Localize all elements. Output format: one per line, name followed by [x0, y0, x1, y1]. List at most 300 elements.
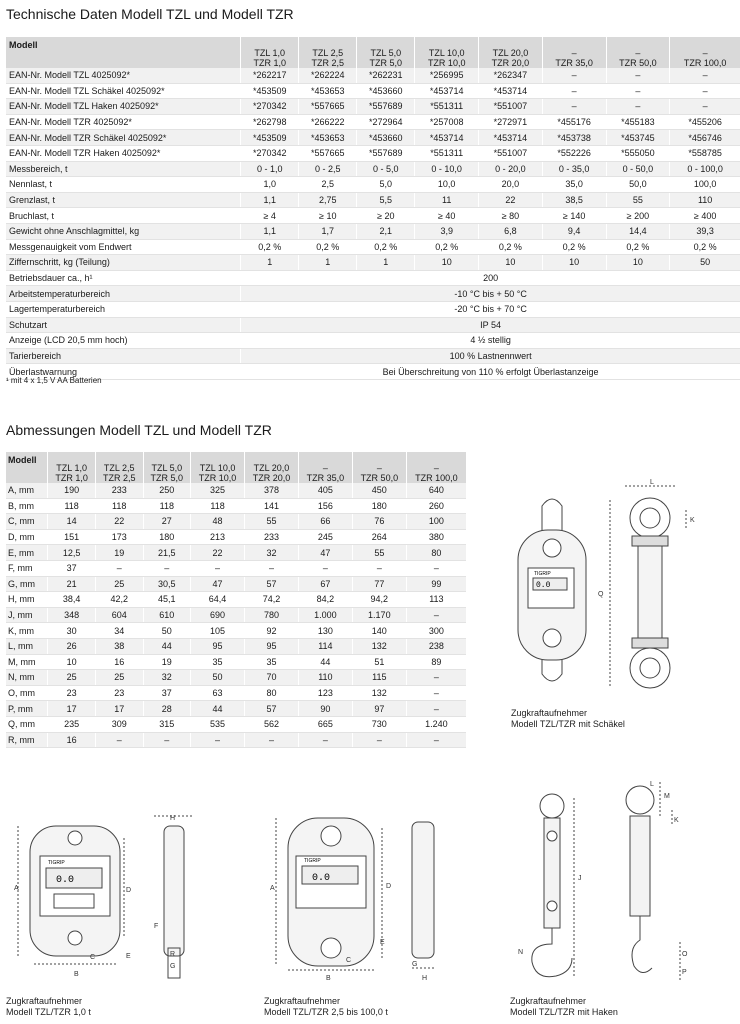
table-row	[6, 685, 466, 701]
table-cell: –	[542, 68, 606, 83]
column-header-line: –	[702, 48, 708, 58]
table-cell: 12,5	[48, 545, 96, 561]
table-cell: –	[406, 560, 466, 576]
table-row	[6, 177, 740, 193]
table-cell: –	[406, 670, 466, 686]
dim-letter-K: K	[690, 517, 695, 524]
row-label: R, mm	[6, 732, 48, 748]
table-cell: 50	[670, 255, 740, 271]
dim-letter-B: B	[326, 975, 331, 982]
column-header	[48, 452, 96, 483]
table-cell: 0 - 2,5	[299, 161, 357, 177]
column-header	[606, 37, 670, 68]
table-cell: 0,2 %	[299, 239, 357, 255]
column-header	[670, 37, 740, 68]
table-cell: 200	[241, 270, 740, 286]
table-cell: 97	[352, 701, 406, 717]
table-cell: 17	[95, 701, 143, 717]
table-cell: *557665	[299, 99, 357, 115]
table-cell: 1	[241, 255, 299, 271]
table-cell: 405	[298, 483, 352, 498]
table-cell: *453745	[606, 130, 670, 146]
table-cell: 105	[191, 623, 245, 639]
table-row	[6, 514, 466, 530]
table-cell: 380	[406, 529, 466, 545]
table-cell: 70	[245, 670, 299, 686]
table-cell: 2,1	[357, 223, 415, 239]
column-header-line: TZR 35,0	[555, 58, 593, 68]
table-cell: 89	[406, 654, 466, 670]
table-cell: 450	[352, 483, 406, 498]
table-cell: 130	[298, 623, 352, 639]
header-label: Modell	[6, 452, 48, 483]
table-cell: 141	[245, 498, 299, 514]
column-header	[542, 37, 606, 68]
table-cell: –	[245, 560, 299, 576]
table-cell: 95	[245, 638, 299, 654]
table-cell: 19	[95, 545, 143, 561]
table-cell: 118	[95, 498, 143, 514]
table-row	[6, 208, 740, 224]
table-cell: *256995	[415, 68, 479, 83]
row-label: Überlastwarnung	[6, 364, 241, 380]
table-cell: 35,0	[542, 177, 606, 193]
table-cell: 38	[95, 638, 143, 654]
table-cell: ≥ 80	[479, 208, 543, 224]
table-row	[6, 732, 466, 748]
dim-letter-L: L	[650, 479, 654, 486]
row-label: G, mm	[6, 576, 48, 592]
table-cell: 250	[143, 483, 191, 498]
row-label: Gewicht ohne Anschlagmittel, kg	[6, 223, 241, 239]
table-cell: *453653	[299, 130, 357, 146]
dim-letter-L: L	[650, 781, 654, 788]
large-model-figure	[262, 808, 462, 992]
row-label: Lagertemperaturbereich	[6, 301, 241, 317]
table-cell: 113	[406, 592, 466, 608]
table-cell: *455176	[542, 114, 606, 130]
table-cell: 77	[352, 576, 406, 592]
table-cell: 0,2 %	[542, 239, 606, 255]
table-cell: *270342	[241, 99, 299, 115]
table-cell: 32	[143, 670, 191, 686]
table-row	[6, 239, 740, 255]
table-cell: *266222	[299, 114, 357, 130]
technical-data-table	[6, 37, 740, 380]
table-cell: 99	[406, 576, 466, 592]
column-header-line: TZL 10,0	[199, 463, 236, 473]
row-label: Anzeige (LCD 20,5 mm hoch)	[6, 333, 241, 349]
table-cell: 260	[406, 498, 466, 514]
table-cell: *453714	[479, 130, 543, 146]
dim-letter-N: N	[518, 949, 524, 956]
table-cell: 22	[479, 192, 543, 208]
table-cell: *557689	[357, 99, 415, 115]
table-cell: 48	[191, 514, 245, 530]
table-cell: 22	[191, 545, 245, 561]
column-header-line: TZR 2,5	[102, 473, 136, 483]
column-header-line: TZL 20,0	[492, 48, 529, 58]
table-cell: 10	[479, 255, 543, 271]
table-cell: –	[406, 685, 466, 701]
dim-letter-H: H	[170, 815, 176, 822]
table-cell: 238	[406, 638, 466, 654]
dim-letter-R: R	[170, 951, 176, 958]
table-cell: 19	[143, 654, 191, 670]
table-cell: 325	[191, 483, 245, 498]
table-cell: *453653	[299, 83, 357, 99]
row-label: EAN-Nr. Modell TZR Schäkel 4025092*	[6, 130, 241, 146]
table-cell: 0 - 5,0	[357, 161, 415, 177]
table-cell: 74,2	[245, 592, 299, 608]
table-row	[6, 192, 740, 208]
table-cell: 562	[245, 716, 299, 732]
table-cell: 21	[48, 576, 96, 592]
table-cell: 63	[191, 685, 245, 701]
row-label: EAN-Nr. Modell TZR Haken 4025092*	[6, 145, 241, 161]
table-cell: 132	[352, 685, 406, 701]
table-row	[6, 99, 740, 115]
table-cell: –	[95, 560, 143, 576]
table-cell: 44	[191, 701, 245, 717]
table-cell: 6,8	[479, 223, 543, 239]
table-cell: *270342	[241, 145, 299, 161]
column-header	[415, 37, 479, 68]
device-display: 0.0	[312, 873, 331, 884]
row-label: N, mm	[6, 670, 48, 686]
column-header-line: TZR 2,5	[311, 58, 345, 68]
table-cell: –	[298, 732, 352, 748]
table-cell: ≥ 4	[241, 208, 299, 224]
table-cell: *557665	[299, 145, 357, 161]
table-cell: 37	[143, 685, 191, 701]
row-label: Tarierbereich	[6, 348, 241, 364]
dim-letter-K: K	[674, 817, 679, 824]
dim-letter-F: F	[154, 923, 159, 930]
table-row	[6, 483, 466, 498]
dim-title: Abmessungen Modell TZL und Modell TZR	[6, 422, 272, 438]
table-cell: 151	[48, 529, 96, 545]
tech-title: Technische Daten Modell TZL und Modell TZR	[6, 6, 294, 22]
column-header	[143, 452, 191, 483]
table-cell: 173	[95, 529, 143, 545]
table-cell: 0 - 100,0	[670, 161, 740, 177]
column-header-line: TZR 50,0	[619, 58, 657, 68]
table-row	[6, 498, 466, 514]
table-cell: 67	[298, 576, 352, 592]
table-cell: ≥ 400	[670, 208, 740, 224]
table-cell: *558785	[670, 145, 740, 161]
dimensions-table	[6, 452, 466, 748]
table-cell: 233	[245, 529, 299, 545]
table-cell: 610	[143, 607, 191, 623]
table-cell: 118	[48, 498, 96, 514]
dim-letter-P: P	[682, 969, 687, 976]
table-cell: –	[143, 732, 191, 748]
table-cell: *552226	[542, 145, 606, 161]
column-header-line: –	[635, 48, 641, 58]
table-cell: 0 - 1,0	[241, 161, 299, 177]
table-cell: 213	[191, 529, 245, 545]
table-cell: *551311	[415, 145, 479, 161]
dim-letter-G: G	[170, 963, 176, 970]
table-cell: 50	[143, 623, 191, 639]
row-label: Nennlast, t	[6, 177, 241, 193]
table-cell: *272964	[357, 114, 415, 130]
table-cell: 10	[415, 255, 479, 271]
table-cell: 0,2 %	[606, 239, 670, 255]
table-cell: 32	[245, 545, 299, 561]
table-cell: 95	[191, 638, 245, 654]
column-header-line: TZR 20,0	[252, 473, 291, 483]
column-header-line: TZR 10,0	[198, 473, 237, 483]
table-cell: 14,4	[606, 223, 670, 239]
column-header-line: TZL 10,0	[428, 48, 465, 58]
table-cell: –	[298, 560, 352, 576]
table-cell: 665	[298, 716, 352, 732]
table-cell: ≥ 10	[299, 208, 357, 224]
column-header-line: TZR 100,0	[683, 58, 727, 68]
table-cell: 30,5	[143, 576, 191, 592]
table-cell: *551311	[415, 99, 479, 115]
table-cell: *262231	[357, 68, 415, 83]
table-cell: 84,2	[298, 592, 352, 608]
table-cell: *262347	[479, 68, 543, 83]
dim-letter-H: H	[422, 975, 428, 982]
table-cell: 4 ½ stellig	[241, 333, 740, 349]
table-cell: –	[542, 83, 606, 99]
table-cell: 100,0	[670, 177, 740, 193]
column-header	[241, 37, 299, 68]
table-cell: -20 °C bis + 70 °C	[241, 301, 740, 317]
column-header	[357, 37, 415, 68]
table-row	[6, 670, 466, 686]
table-cell: IP 54	[241, 317, 740, 333]
table-cell: 309	[95, 716, 143, 732]
table-cell: *453660	[357, 83, 415, 99]
table-cell: 180	[352, 498, 406, 514]
table-cell: 0 - 50,0	[606, 161, 670, 177]
column-header-line: TZL 2,5	[103, 463, 135, 473]
table-cell: 1.000	[298, 607, 352, 623]
table-cell: 0,2 %	[357, 239, 415, 255]
row-label: P, mm	[6, 701, 48, 717]
table-row	[6, 638, 466, 654]
table-cell: -10 °C bis + 50 °C	[241, 286, 740, 302]
table-row	[6, 270, 740, 286]
table-cell: –	[352, 560, 406, 576]
row-label: H, mm	[6, 592, 48, 608]
table-cell: 38,5	[542, 192, 606, 208]
dim-letter-G: G	[412, 961, 418, 968]
row-label: C, mm	[6, 514, 48, 530]
caption-hook: Zugkraftaufnehmer Modell TZL/TZR mit Haken	[510, 996, 618, 1017]
table-cell: 1,0	[241, 177, 299, 193]
row-label: EAN-Nr. Modell TZL 4025092*	[6, 68, 241, 83]
column-header-line: TZR 5,0	[150, 473, 184, 483]
device-brand: TIGRIP	[304, 858, 321, 864]
table-cell: 1,1	[241, 223, 299, 239]
table-row	[6, 576, 466, 592]
dim-letter-A: A	[270, 885, 275, 892]
table-cell: 47	[191, 576, 245, 592]
table-cell: 22	[95, 514, 143, 530]
table-cell: ≥ 140	[542, 208, 606, 224]
table-cell: 233	[95, 483, 143, 498]
table-cell: 1.240	[406, 716, 466, 732]
table-cell: Bei Überschreitung von 110 % erfolgt Überlastanzeige	[241, 364, 740, 380]
column-header-line: –	[433, 463, 439, 473]
table-cell: 0 - 10,0	[415, 161, 479, 177]
column-header-line: TZR 100,0	[415, 473, 458, 483]
table-cell: 123	[298, 685, 352, 701]
table-cell: 37	[48, 560, 96, 576]
table-cell: *272971	[479, 114, 543, 130]
table-cell: *551007	[479, 99, 543, 115]
table-cell: 44	[298, 654, 352, 670]
table-cell: *455206	[670, 114, 740, 130]
row-label: Q, mm	[6, 716, 48, 732]
device-display: 0.0	[56, 875, 75, 886]
table-row	[6, 529, 466, 545]
table-cell: 9,4	[542, 223, 606, 239]
table-cell: 47	[298, 545, 352, 561]
table-row	[6, 114, 740, 130]
caption-large: Zugkraftaufnehmer Modell TZL/TZR 2,5 bis 100,0 t	[264, 996, 388, 1017]
table-cell: 50	[191, 670, 245, 686]
table-cell: 23	[95, 685, 143, 701]
table-cell: 25	[48, 670, 96, 686]
table-row	[6, 716, 466, 732]
table-row	[6, 701, 466, 717]
device-display: 0.0	[536, 581, 551, 590]
table-cell: 55	[606, 192, 670, 208]
table-cell: 35	[191, 654, 245, 670]
column-header-line: TZR 1,0	[55, 473, 88, 483]
table-cell: 51	[352, 654, 406, 670]
table-cell: 80	[245, 685, 299, 701]
table-cell: 35	[245, 654, 299, 670]
table-cell: 690	[191, 607, 245, 623]
table-cell: 378	[245, 483, 299, 498]
table-row	[6, 545, 466, 561]
row-label: Ziffernschritt, kg (Teilung)	[6, 255, 241, 271]
table-cell: –	[95, 732, 143, 748]
column-header-line: TZL 2,5	[312, 48, 344, 58]
table-cell: 190	[48, 483, 96, 498]
table-cell: *453714	[479, 83, 543, 99]
table-cell: 110	[298, 670, 352, 686]
table-cell: *455183	[606, 114, 670, 130]
table-cell: *557689	[357, 145, 415, 161]
table-cell: –	[670, 68, 740, 83]
table-row	[6, 560, 466, 576]
row-label: Betriebsdauer ca., h¹	[6, 270, 241, 286]
caption-small: Zugkraftaufnehmer Modell TZL/TZR 1,0 t	[6, 996, 91, 1017]
table-cell: 28	[143, 701, 191, 717]
table-cell: 16	[95, 654, 143, 670]
column-header	[298, 452, 352, 483]
table-cell: 132	[352, 638, 406, 654]
table-cell: 25	[95, 670, 143, 686]
table-cell: 0,2 %	[415, 239, 479, 255]
row-label: F, mm	[6, 560, 48, 576]
dim-letter-D: D	[126, 887, 132, 894]
hook-figure	[510, 776, 736, 992]
table-row	[6, 145, 740, 161]
table-cell: *453509	[241, 83, 299, 99]
column-header-line: TZL 1,0	[254, 48, 286, 58]
column-header-line: TZR 1,0	[253, 58, 286, 68]
table-cell: 30	[48, 623, 96, 639]
table-cell: 5,5	[357, 192, 415, 208]
row-label: A, mm	[6, 483, 48, 498]
table-cell: 14	[48, 514, 96, 530]
row-label: EAN-Nr. Modell TZL Haken 4025092*	[6, 99, 241, 115]
table-cell: 235	[48, 716, 96, 732]
column-header-line: –	[322, 463, 328, 473]
column-header	[245, 452, 299, 483]
table-row	[6, 623, 466, 639]
table-cell: 23	[48, 685, 96, 701]
table-cell: 1	[357, 255, 415, 271]
table-cell: 17	[48, 701, 96, 717]
dim-letter-E: E	[126, 953, 131, 960]
table-cell: –	[542, 99, 606, 115]
shackle-figure	[500, 478, 740, 700]
table-cell: 100	[406, 514, 466, 530]
table-cell: –	[606, 99, 670, 115]
table-cell: 315	[143, 716, 191, 732]
table-cell: 264	[352, 529, 406, 545]
column-header	[191, 452, 245, 483]
table-cell: 10	[606, 255, 670, 271]
column-header	[95, 452, 143, 483]
table-cell: –	[245, 732, 299, 748]
table-cell: 45,1	[143, 592, 191, 608]
table-cell: 535	[191, 716, 245, 732]
table-cell: 16	[48, 732, 96, 748]
dim-letter-J: J	[578, 875, 582, 882]
table-row	[6, 592, 466, 608]
row-label: Schutzart	[6, 317, 241, 333]
table-cell: *453738	[542, 130, 606, 146]
dim-letter-E: E	[380, 939, 385, 946]
table-row	[6, 286, 740, 302]
table-cell: *551007	[479, 145, 543, 161]
row-label: Messgenauigkeit vom Endwert	[6, 239, 241, 255]
row-label: EAN-Nr. Modell TZR 4025092*	[6, 114, 241, 130]
table-cell: *262217	[241, 68, 299, 83]
table-cell: 2,75	[299, 192, 357, 208]
table-cell: 2,5	[299, 177, 357, 193]
table-cell: 94,2	[352, 592, 406, 608]
table-cell: *456746	[670, 130, 740, 146]
table-cell: –	[191, 732, 245, 748]
table-cell: 0,2 %	[670, 239, 740, 255]
table-cell: –	[606, 68, 670, 83]
table-cell: *262224	[299, 68, 357, 83]
table-cell: –	[191, 560, 245, 576]
column-header-line: TZR 35,0	[306, 473, 345, 483]
column-header-line: TZR 20,0	[491, 58, 530, 68]
table-cell: –	[406, 732, 466, 748]
table-cell: 10	[542, 255, 606, 271]
table-cell: –	[670, 99, 740, 115]
table-cell: 64,4	[191, 592, 245, 608]
row-label: L, mm	[6, 638, 48, 654]
table-row	[6, 364, 740, 380]
